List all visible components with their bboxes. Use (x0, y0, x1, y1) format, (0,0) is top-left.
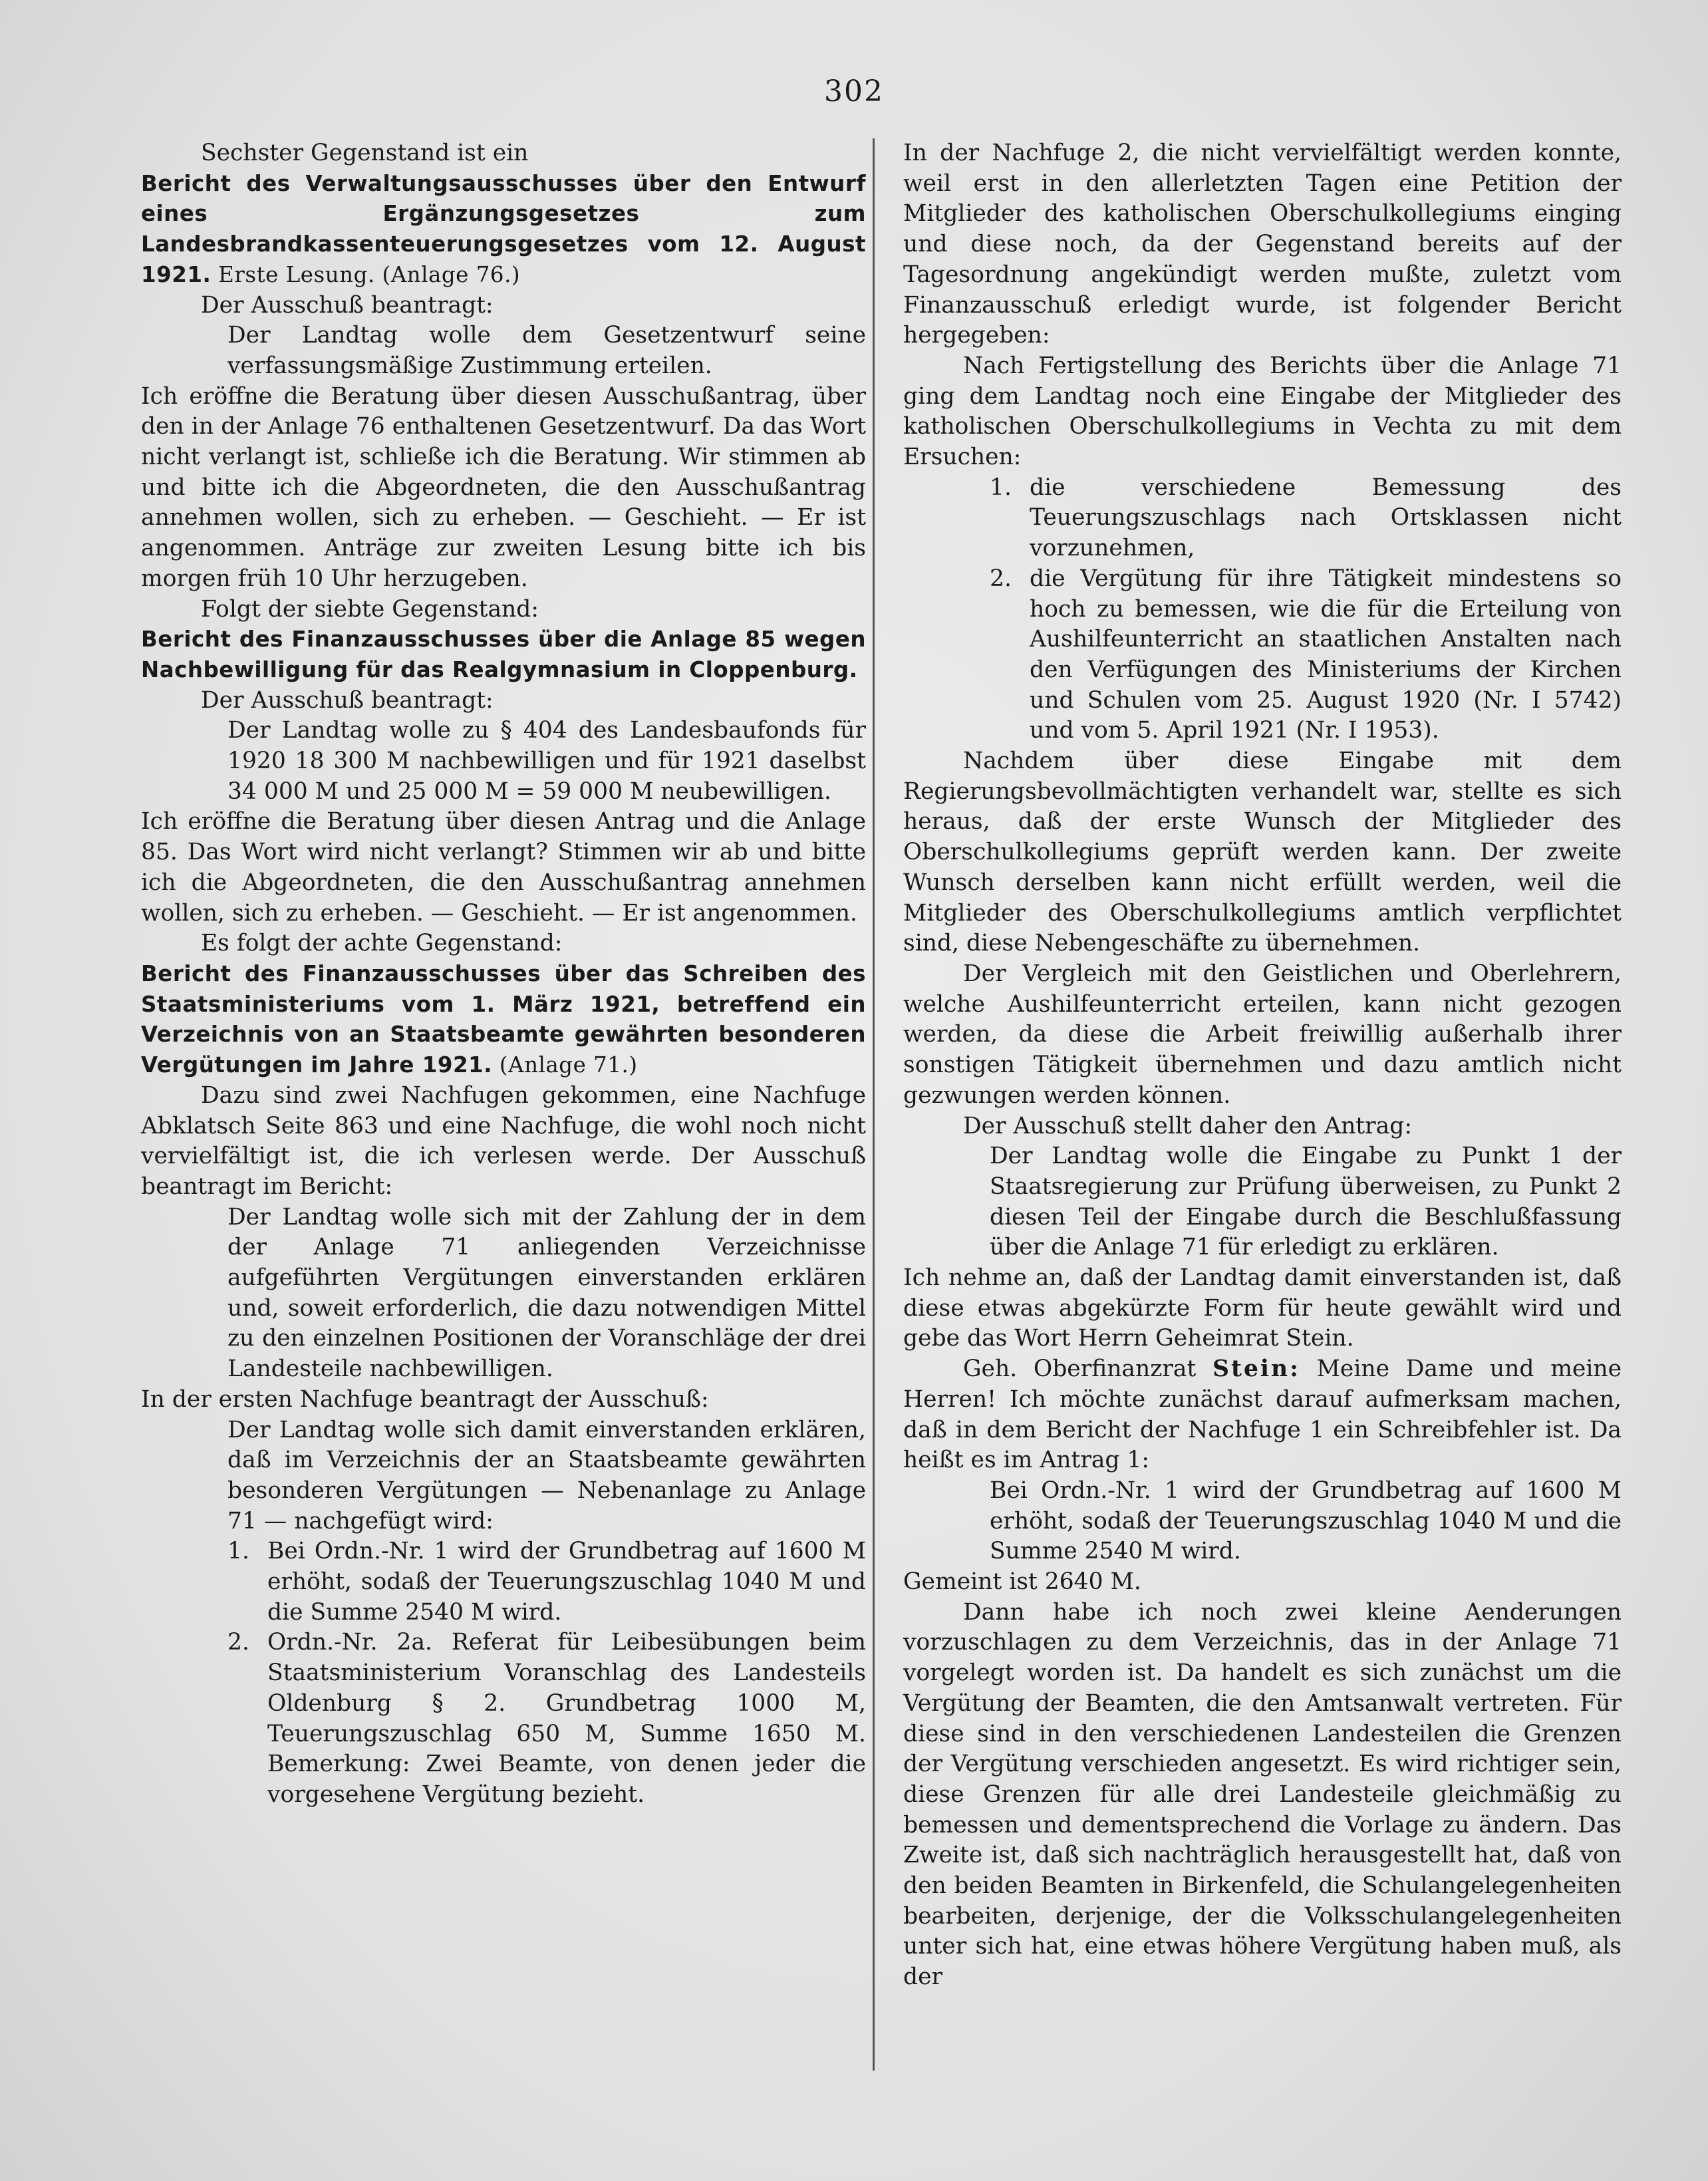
paragraph: Folgt der siebte Gegenstand: (201, 595, 539, 623)
paragraph: Nach Fertigstellung des Berichts über die Anlage 71 ging dem Landtag noch eine Eingabe der Mitglieder des katholischen Oberschulkollegiums in Vechta zu mit dem Ersuchen: (903, 352, 1622, 471)
paragraph: In der ersten Nachfuge beantragt der Ausschuß: (141, 1385, 709, 1413)
list-item (990, 473, 1622, 564)
paragraph: Ich nehme an, daß der Landtag damit einverstanden ist, daß diese etwas abgekürzte Form für heute gewählt wird und gebe das Wort Herrn Geheimrat Stein. (903, 1264, 1622, 1352)
paragraph: Sechster Gegenstand ist ein (201, 140, 529, 166)
paragraph: Es folgt der achte Gegenstand: (201, 930, 563, 957)
motion-quote: Der Landtag wolle sich mit der Zahlung der in dem der Anlage 71 anliegenden Verzeichnisse aufgeführten Vergütungen einverstanden erklären und, soweit erforderlich, die dazu notwendigen Mittel zu den einzelnen Positionen der Voranschläge der drei Landesteile nachbewilligen. (227, 1203, 866, 1383)
heading-tail: Erste Lesung. (Anlage 76.) (211, 261, 521, 287)
item-text: die Vergütung für ihre Tätigkeit mindestens so hoch zu bemessen, wie die für die Erteilung von Aushilfeunterricht an staatlichen Anstalten nach den Verfügungen des Ministeriums der Kirchen und Schulen vom 25. August 1920 (Nr. I 5742) und vom 5. April 1921 (Nr. I 1953). (1030, 565, 1622, 744)
left-column (141, 138, 866, 1811)
paragraph: Ich eröffne die Beratung über diesen Ausschußantrag, über den in der Anlage 76 enthaltenen Gesetzentwurf. Da das Wort nicht verlangt ist, schließe ich die Beratung. Wir stimmen ab und bitte ich die Abgeordneten, die den Ausschußantrag annehmen wollen, sich zu erheben. — Geschieht. — Er ist angenommen. Anträge zur zweiten Lesung bitte ich bis morgen früh 10 Uhr herzugeben. (141, 382, 866, 592)
heading-tail: (Anlage 71.) (492, 1052, 638, 1078)
agenda-heading (141, 959, 866, 1081)
page-number: 302 (824, 74, 884, 108)
paragraph: In der Nachfuge 2, die nicht vervielfältigt werden konnte, weil erst in den allerletzten Tagen eine Petition der Mitglieder des katholischen Oberschulkollegiums einging und diese noch, da der Gegenstand bereits auf der Tagesordnung angekündigt werden mußte, zuletzt vom Finanzausschuß erledigt wurde, ist folgender Bericht hergegeben: (903, 140, 1622, 349)
motion-quote: Der Landtag wolle sich damit einverstanden erklären, daß im Verzeichnis der an Staatsbeamte gewährten besonderen Vergütungen — Nebenanlage zu Anlage 71 — nachgefügt wird: (227, 1416, 866, 1534)
list-item (227, 1536, 866, 1628)
heading-text: Bericht des Finanzausschusses über das Schreiben des Staatsministeriums vom 1. März 1921, betreffend ein Verzeichnis von an Staatsbeamte gewährten besonderen Vergütungen im Jahre 1921. (141, 960, 866, 1078)
column-divider (873, 138, 875, 2071)
motion-quote: Der Landtag wolle dem Gesetzentwurf seine verfassungsmäßige Zustimmung erteilen. (227, 322, 866, 379)
motion-quote: Der Landtag wolle die Eingabe zu Punkt 1 der Staatsregierung zur Prüfung überweisen, zu Punkt 2 diesen Teil der Eingabe durch die Beschlußfassung über die Anlage 71 für erledigt zu erklären. (990, 1143, 1622, 1261)
item-text: die verschiedene Bemessung des Teuerungszuschlags nach Ortsklassen nicht vorzunehmen, (1030, 474, 1622, 562)
speaker-name: Stein: (1212, 1356, 1300, 1383)
paragraph: Der Ausschuß beantragt: (201, 291, 494, 319)
speech-text: Meine Dame und meine Herren! Ich möchte zunächst darauf aufmerksam machen, daß in dem Bericht der Nachfuge 1 ein Schreibfehler ist. Da heißt es im Antrag 1: (903, 1356, 1622, 1474)
right-column (903, 138, 1622, 1993)
speaker-title: Geh. Oberfinanzrat (963, 1356, 1213, 1383)
paragraph: Nachdem über diese Eingabe mit dem Regierungsbevollmächtigten verhandelt war, stellte es sich heraus, daß der erste Wunsch der Mitglieder des Oberschulkollegiums geprüft werden kann. Der zweite Wunsch derselben kann nicht erfüllt werden, weil die Mitglieder des Oberschulkollegiums amtlich verpflichtet sind, diese Nebengeschäfte zu übernehmen. (903, 748, 1622, 957)
agenda-heading: Bericht des Finanzausschusses über die Anlage 85 wegen Nachbewilligung für das Realgymnasium in Cloppenburg. (141, 627, 866, 682)
item-number: 1. (227, 1538, 249, 1565)
item-number: 1. (990, 474, 1012, 501)
numbered-list (903, 473, 1622, 746)
paragraph: Gemeint ist 2640 M. (903, 1568, 1141, 1596)
numbered-list (141, 1536, 866, 1810)
item-number: 2. (227, 1629, 249, 1656)
item-text: Bei Ordn.-Nr. 1 wird der Grundbetrag auf 1600 M erhöht, sodaß der Teuerungszuschlag 1040 M und die Summe 2540 M wird. (267, 1538, 866, 1626)
heading-text: Bericht des Verwaltungsausschusses über den Entwurf eines Ergänzungsgesetzes zum Landesbrandkassenteuerungsgesetzes vom 12. August 1921. (141, 170, 866, 287)
item-text: Ordn.-Nr. 2a. Referat für Leibesübungen beim Staatsministerium Voranschlag des Landesteils Oldenburg § 2. Grundbetrag 1000 M, Teuerungszuschlag 650 M, Summe 1650 M. Bemerkung: Zwei Beamte, von denen jeder die vorgesehene Vergütung bezieht. (267, 1629, 866, 1808)
paragraph: Der Vergleich mit den Geistlichen und Oberlehrern, welche Aushilfeunterricht erteilen, kann nicht gezogen werden, da diese die Arbeit freiwillig außerhalb ihrer sonstigen Tätigkeit übernehmen und dazu amtlich nicht gezwungen werden können. (903, 960, 1622, 1109)
list-item (990, 564, 1622, 746)
paragraph: Ich eröffne die Beratung über diesen Antrag und die Anlage 85. Das Wort wird nicht verlangt? Stimmen wir ab und bitte ich die Abgeordneten, die den Ausschußantrag annehmen wollen, sich zu erheben. — Geschieht. — Er ist angenommen. (141, 808, 866, 927)
motion-quote: Bei Ordn.-Nr. 1 wird der Grundbetrag auf 1600 M erhöht, sodaß der Teuerungszuschlag 1040 M und die Summe 2540 M wird. (990, 1477, 1622, 1565)
motion-quote: Der Landtag wolle zu § 404 des Landesbaufonds für 1920 18 300 M nachbewilligen und für 1921 daselbst 34 000 M und 25 000 M = 59 000 M neubewilligen. (227, 717, 866, 805)
speech-paragraph (903, 1354, 1622, 1476)
list-item (227, 1628, 866, 1810)
paragraph: Dann habe ich noch zwei kleine Aenderungen vorzuschlagen zu dem Verzeichnis, das in der Anlage 71 vorgelegt worden ist. Da handelt es sich zunächst um die Vergütung der Beamten, die den Amtsanwalt vertreten. Für diese sind in den verschiedenen Landesteilen die Grenzen der Vergütung verschieden angesetzt. Es wird richtiger sein, diese Grenzen für alle drei Landesteile gleichmäßig zu bemessen und dementsprechend die Vorlage zu ändern. Das Zweite ist, daß sich nachträglich herausgestellt hat, daß von den beiden Beamten in Birkenfeld, die Schulangelegenheiten bearbeiten, derjenige, der die Volksschulangelegenheiten unter sich hat, eine etwas höhere Vergütung haben muß, als der (903, 1598, 1622, 1991)
paragraph: Der Ausschuß stellt daher den Antrag: (963, 1112, 1412, 1139)
agenda-heading (141, 169, 866, 291)
item-number: 2. (990, 565, 1012, 592)
paragraph: Der Ausschuß beantragt: (201, 686, 494, 714)
paragraph: Dazu sind zwei Nachfugen gekommen, eine Nachfuge Abklatsch Seite 863 und eine Nachfuge, die wohl noch nicht vervielfältigt ist, die ich verlesen werde. Der Ausschuß beantragt im Bericht: (141, 1082, 866, 1200)
